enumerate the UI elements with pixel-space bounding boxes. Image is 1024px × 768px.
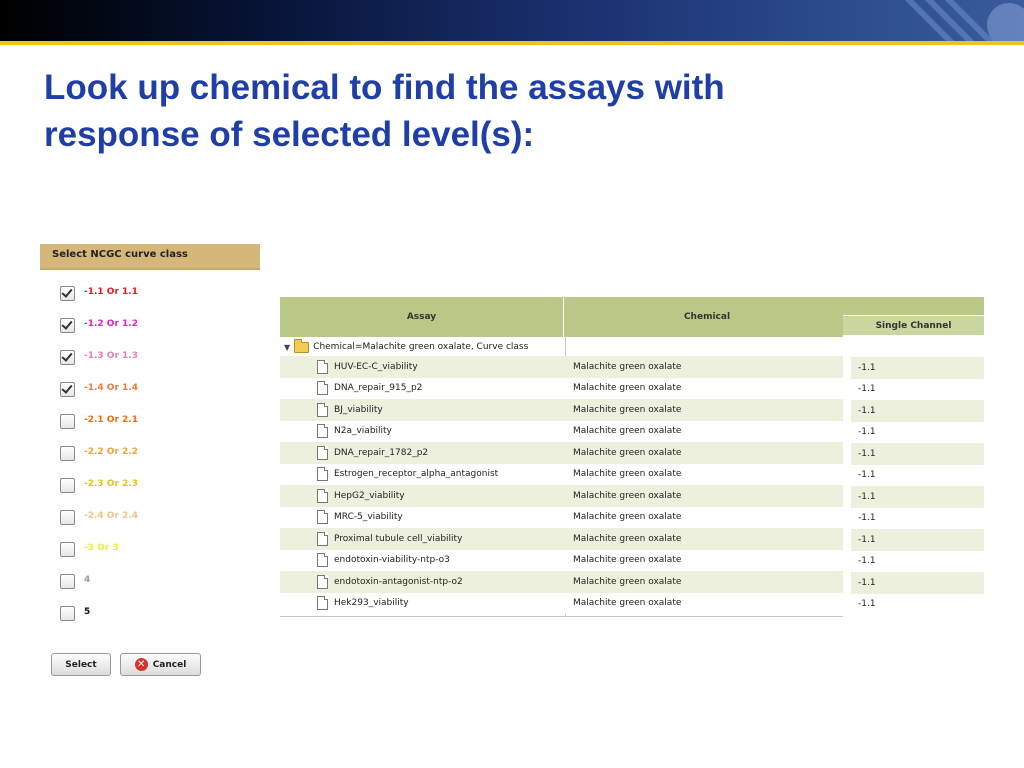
top-banner <box>0 0 1024 41</box>
curve-class-panel-header: Select NCGC curve class <box>40 244 260 270</box>
curve-class-option[interactable] <box>60 572 138 604</box>
cancel-button[interactable] <box>120 653 201 676</box>
chemical-cell: Malachite green oxalate <box>573 533 682 544</box>
document-icon <box>317 553 328 567</box>
checkbox[interactable] <box>60 350 75 365</box>
chemical-cell: Malachite green oxalate <box>573 598 682 609</box>
single-channel-column <box>843 297 984 617</box>
cancel-icon: ✕ <box>135 658 148 671</box>
single-channel-cell: -1.1 <box>851 400 984 422</box>
table-row[interactable] <box>280 356 850 378</box>
checkmark-icon <box>61 318 72 330</box>
curve-class-label: -2.1 Or 2.1 <box>84 415 138 425</box>
document-icon <box>317 403 328 417</box>
group-label: Chemical=Malachite green oxalate, Curve class <box>313 342 529 352</box>
single-channel-rows <box>851 357 984 615</box>
curve-class-option[interactable] <box>60 476 138 508</box>
curve-class-label: -2.3 Or 2.3 <box>84 479 138 489</box>
curve-class-option[interactable] <box>60 412 138 444</box>
table-row[interactable] <box>280 593 850 615</box>
curve-class-label: 5 <box>84 607 91 617</box>
document-icon <box>317 575 328 589</box>
document-icon <box>317 467 328 481</box>
single-channel-cell: -1.1 <box>851 465 984 487</box>
chemical-cell: Malachite green oxalate <box>573 555 682 566</box>
assay-cell: Hek293_viability <box>334 598 409 609</box>
curve-class-option[interactable] <box>60 284 138 316</box>
checkmark-icon <box>61 350 72 362</box>
table-row[interactable] <box>280 485 850 507</box>
document-icon <box>317 510 328 524</box>
checkbox[interactable] <box>60 382 75 397</box>
single-channel-cell: -1.1 <box>851 508 984 530</box>
assay-cell: endotoxin-antagonist-ntp-o2 <box>334 576 463 587</box>
curve-class-list <box>60 284 138 636</box>
chemical-cell: Malachite green oxalate <box>573 447 682 458</box>
assay-cell: endotoxin-viability-ntp-o3 <box>334 555 450 566</box>
column-header-assay[interactable]: Assay <box>280 297 564 337</box>
checkbox[interactable] <box>60 446 75 461</box>
column-header-single-channel[interactable]: Single Channel <box>843 316 984 335</box>
grid-header <box>280 297 850 338</box>
grid-rows <box>280 356 850 614</box>
curve-class-option[interactable] <box>60 540 138 572</box>
collapse-triangle-icon[interactable]: ▼ <box>284 342 291 352</box>
chemical-cell: Malachite green oxalate <box>573 426 682 437</box>
assay-cell: DNA_repair_915_p2 <box>334 383 423 394</box>
table-row[interactable] <box>280 378 850 400</box>
single-channel-cell: -1.1 <box>851 529 984 551</box>
curve-class-option[interactable] <box>60 508 138 540</box>
chemical-cell: Malachite green oxalate <box>573 404 682 415</box>
curve-class-label: -1.1 Or 1.1 <box>84 287 138 297</box>
table-row[interactable] <box>280 507 850 529</box>
checkbox[interactable] <box>60 606 75 621</box>
document-icon <box>317 446 328 460</box>
single-channel-header-band <box>843 297 984 316</box>
document-icon <box>317 596 328 610</box>
single-channel-cell: -1.1 <box>851 572 984 594</box>
single-channel-cell: -1.1 <box>851 422 984 444</box>
single-channel-cell: -1.1 <box>851 443 984 465</box>
table-row[interactable] <box>280 464 850 486</box>
chemical-cell: Malachite green oxalate <box>573 490 682 501</box>
slide-title-line-2: response of selected level(s): <box>44 115 535 154</box>
chemical-cell: Malachite green oxalate <box>573 361 682 372</box>
curve-class-label: -1.4 Or 1.4 <box>84 383 138 393</box>
curve-class-label: -1.2 Or 1.2 <box>84 319 138 329</box>
single-channel-cell: -1.1 <box>851 551 984 573</box>
banner-accent-line <box>0 41 1024 45</box>
assay-cell: DNA_repair_1782_p2 <box>334 447 429 458</box>
checkbox[interactable] <box>60 414 75 429</box>
table-row[interactable] <box>280 550 850 572</box>
single-channel-cell: -1.1 <box>851 486 984 508</box>
assay-cell: HepG2_viability <box>334 490 405 501</box>
table-row[interactable] <box>280 571 850 593</box>
curve-class-label: -1.3 Or 1.3 <box>84 351 138 361</box>
table-row[interactable] <box>280 399 850 421</box>
checkbox[interactable] <box>60 510 75 525</box>
column-header-chemical[interactable]: Chemical <box>683 312 731 322</box>
assay-cell: HUV-EC-C_viability <box>334 361 418 372</box>
chemical-cell: Malachite green oxalate <box>573 576 682 587</box>
assay-cell: BJ_viability <box>334 404 383 415</box>
table-row[interactable] <box>280 421 850 443</box>
curve-class-label: -2.2 Or 2.2 <box>84 447 138 457</box>
document-icon <box>317 489 328 503</box>
curve-class-option[interactable] <box>60 604 138 636</box>
chemical-cell: Malachite green oxalate <box>573 512 682 523</box>
checkbox[interactable] <box>60 542 75 557</box>
folder-icon <box>294 342 309 353</box>
single-channel-cell: -1.1 <box>851 594 984 616</box>
chemical-cell: Malachite green oxalate <box>573 469 682 480</box>
table-row[interactable] <box>280 528 850 550</box>
document-icon <box>317 532 328 546</box>
results-grid <box>280 297 850 617</box>
table-row[interactable] <box>280 442 850 464</box>
checkmark-icon <box>61 286 72 298</box>
checkmark-icon <box>61 382 72 394</box>
select-button-label: Select <box>65 659 97 670</box>
curve-class-option[interactable] <box>60 348 138 380</box>
select-button[interactable] <box>51 653 111 676</box>
assay-cell: Estrogen_receptor_alpha_antagonist <box>334 469 499 480</box>
single-channel-cell: -1.1 <box>851 357 984 379</box>
assay-cell: N2a_viability <box>334 426 392 437</box>
slide-title-line-1: Look up chemical to find the assays with <box>44 68 725 107</box>
banner-decoration <box>824 0 1024 41</box>
single-channel-cell: -1.1 <box>851 379 984 401</box>
chemical-cell: Malachite green oxalate <box>573 383 682 394</box>
checkbox[interactable] <box>60 286 75 301</box>
curve-class-label: 4 <box>84 575 91 585</box>
document-icon <box>317 360 328 374</box>
curve-class-option[interactable] <box>60 380 138 412</box>
cancel-button-label: Cancel <box>152 659 187 670</box>
document-icon <box>317 381 328 395</box>
checkbox[interactable] <box>60 318 75 333</box>
slide-title <box>44 64 944 158</box>
assay-cell: MRC-5_viability <box>334 512 403 523</box>
curve-class-option[interactable] <box>60 316 138 348</box>
checkbox[interactable] <box>60 478 75 493</box>
document-icon <box>317 424 328 438</box>
assay-cell: Proximal tubule cell_viability <box>334 533 463 544</box>
checkbox[interactable] <box>60 574 75 589</box>
curve-class-label: -3 Or 3 <box>84 543 119 553</box>
curve-class-label: -2.4 Or 2.4 <box>84 511 138 521</box>
curve-class-option[interactable] <box>60 444 138 476</box>
